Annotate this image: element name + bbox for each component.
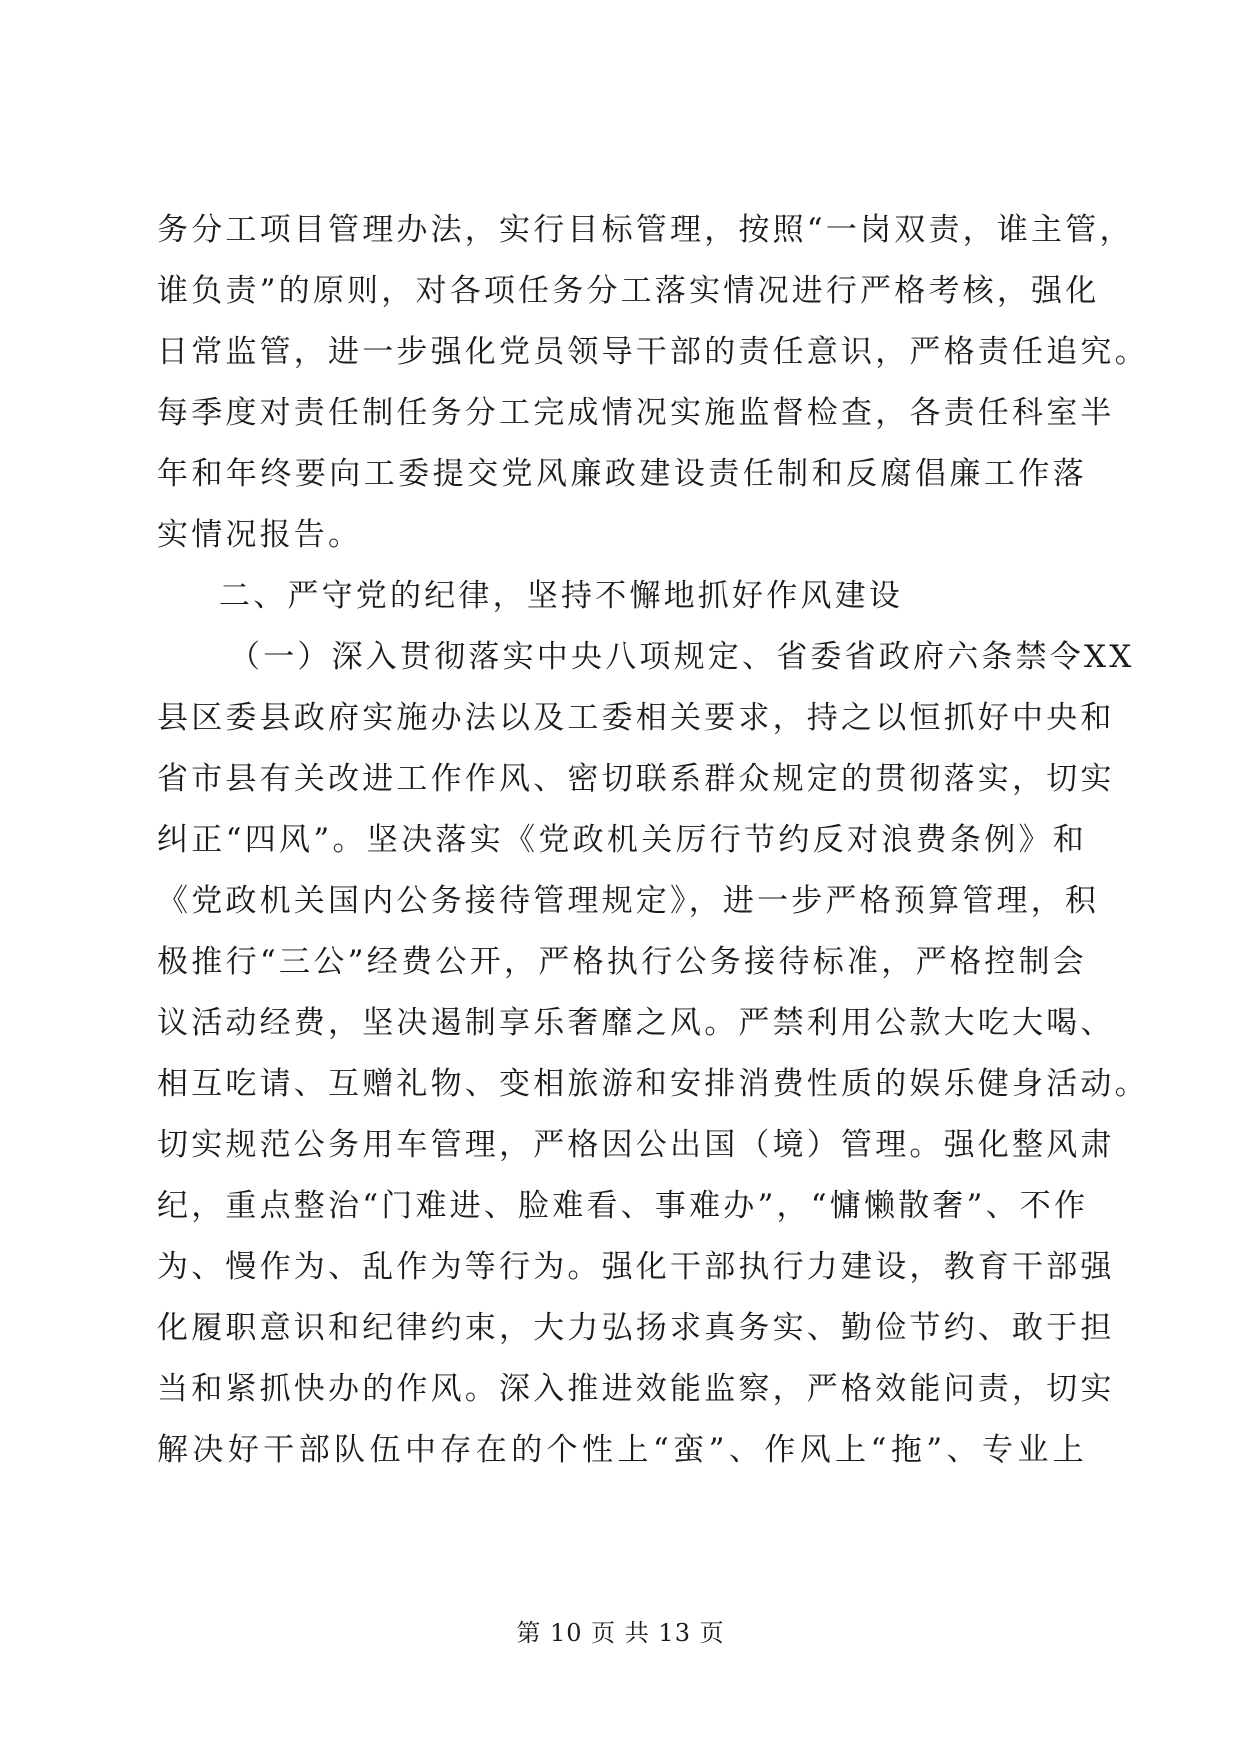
text-line: 相互吃请、互赠礼物、变相旅游和安排消费性质的娱乐健身活动。 xyxy=(157,1066,1149,1102)
text-line: 《党政机关国内公务接待管理规定》，进一步严格预算管理，积 xyxy=(157,883,1100,919)
text-line: 纠正“四风”。坚决落实《党政机关厉行节约反对浪费条例》和 xyxy=(157,822,1087,858)
text-line: 为、慢作为、乱作为等行为。强化干部执行力建设，教育干部强 xyxy=(157,1249,1115,1285)
text-line: 日常监管，进一步强化党员领导干部的责任意识，严格责任追究。 xyxy=(157,334,1149,370)
text-line: 年和年终要向工委提交党风廉政建设责任制和反腐倡廉工作落 xyxy=(157,456,1087,492)
text-line: 化履职意识和纪律约束，大力弘扬求真务实、勤俭节约、敢于担 xyxy=(157,1310,1115,1346)
text-line: 实情况报告。 xyxy=(157,517,363,553)
text-line: 纪，重点整治“门难进、脸难看、事难办”，“慵懒散奢”、不作 xyxy=(157,1188,1089,1224)
text-line: 谁负责”的原则，对各项任务分工落实情况进行严格考核，强化 xyxy=(157,273,1100,309)
section-heading: 二、严守党的纪律，坚持不懈地抓好作风建设 xyxy=(219,578,903,614)
text-line: 议活动经费，坚决遏制享乐奢靡之风。严禁利用公款大吃大喝、 xyxy=(157,1005,1115,1041)
text-line: 省市县有关改进工作作风、密切联系群众规定的贯彻落实，切实 xyxy=(157,761,1115,797)
page-footer: 第 10 页 共 13 页 xyxy=(516,1619,725,1647)
text-line: 切实规范公务用车管理，严格因公出国（境）管理。强化整风肃 xyxy=(157,1127,1115,1163)
text-line: 每季度对责任制任务分工完成情况实施监督检查，各责任科室半 xyxy=(157,395,1115,431)
text-line: 务分工项目管理办法，实行目标管理，按照“一岗双责，谁主管， xyxy=(157,212,1134,248)
text-line: 县区委县政府实施办法以及工委相关要求，持之以恒抓好中央和 xyxy=(157,700,1115,736)
text-line: 当和紧抓快办的作风。深入推进效能监察，严格效能问责，切实 xyxy=(157,1371,1115,1407)
text-line: 极推行“三公”经费公开，严格执行公务接待标准，严格控制会 xyxy=(157,944,1087,980)
document-body xyxy=(157,200,1149,1481)
text-line: 解决好干部队伍中存在的个性上“蛮”、作风上“拖”、专业上 xyxy=(157,1432,1087,1468)
text-line: （一）深入贯彻落实中央八项规定、省委省政府六条禁令XX xyxy=(229,639,1135,675)
